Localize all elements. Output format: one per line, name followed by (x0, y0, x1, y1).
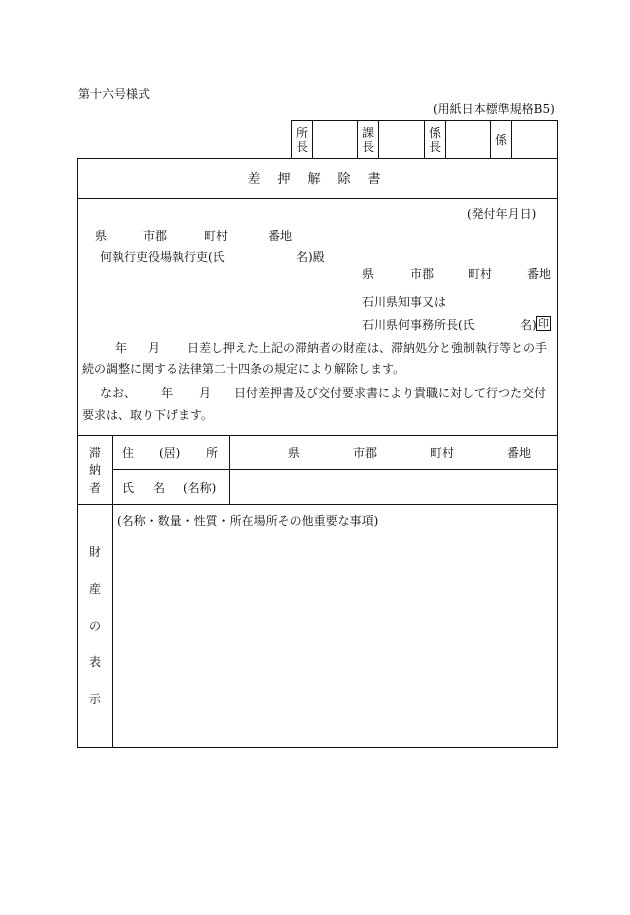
address-city: 市郡 (353, 446, 378, 460)
addressee-banchi: 番地 (268, 229, 293, 243)
property-header-1: 財 (89, 545, 102, 559)
body-p1-line2: 続の調整に関する法律第二十四条の規定により解除します。 (82, 362, 406, 376)
sender-line2-close: 名) (520, 318, 537, 332)
taxpayer-header-2: 納 (89, 463, 102, 477)
body-p2-text: 日付差押書及び交付要求書により貴職に対して行つた交付 (234, 386, 547, 400)
sender-city: 市郡 (410, 267, 435, 281)
approval-chief-label: 所 長 (296, 126, 309, 154)
addressee-name-close: 名)殿 (296, 250, 325, 264)
seal-mark: 印 (538, 317, 549, 330)
property-header-2: 産 (89, 582, 102, 596)
address-label-1: 住 (122, 446, 135, 460)
property-header-5: 示 (89, 692, 102, 706)
approval-staff-label: 係 (495, 133, 508, 147)
issue-date: (発付年月日) (467, 207, 537, 221)
name-label-2: 名 (153, 481, 166, 495)
body-p1-month: 月 (148, 341, 161, 355)
addressee-pref: 県 (95, 229, 108, 243)
property-header-3: の (89, 619, 102, 633)
addressee-name-open: 何執行吏役場執行吏(氏 (100, 250, 225, 264)
form-number: 第十六号様式 (78, 87, 151, 101)
body-p1-text: 日差し押えた上記の滞納者の財産は、滞納処分と強制執行等との手 (187, 341, 548, 355)
address-label-3: 所 (206, 446, 219, 460)
addressee-town: 町村 (204, 229, 229, 243)
name-label-1: 氏 (122, 481, 135, 495)
body-p2-month: 月 (199, 386, 212, 400)
taxpayer-header-3: 者 (89, 481, 102, 495)
sender-line1: 石川県知事又は (362, 295, 447, 309)
property-header-4: 表 (89, 655, 102, 669)
sender-line2-open: 石川県何事務所長(氏 (362, 318, 475, 332)
document-title: 差 押 解 除 書 (247, 172, 383, 187)
body-p2-start: なお、 (100, 386, 137, 400)
body-p2-line2: 要求は、取り下げます。 (82, 408, 214, 422)
approval-unit-chief-label: 係 長 (429, 126, 442, 154)
body-p1-year: 年 (115, 341, 128, 355)
addressee-city: 市郡 (143, 229, 168, 243)
paper-size-note: (用紙日本標準規格B5) (433, 102, 555, 116)
property-note: (名称・数量・性質・所在場所その他重要な事項) (117, 514, 379, 528)
sender-town: 町村 (468, 267, 493, 281)
approval-section-chief-label: 課 長 (362, 126, 375, 154)
body-p2-year: 年 (161, 386, 174, 400)
address-town: 町村 (430, 446, 455, 460)
address-label-2: (居) (159, 446, 181, 460)
name-label-3: (名称) (183, 481, 217, 495)
taxpayer-header-1: 滞 (89, 446, 102, 460)
sender-pref: 県 (362, 267, 375, 281)
sender-banchi: 番地 (527, 267, 552, 281)
address-banchi: 番地 (507, 446, 532, 460)
address-pref: 県 (288, 446, 301, 460)
